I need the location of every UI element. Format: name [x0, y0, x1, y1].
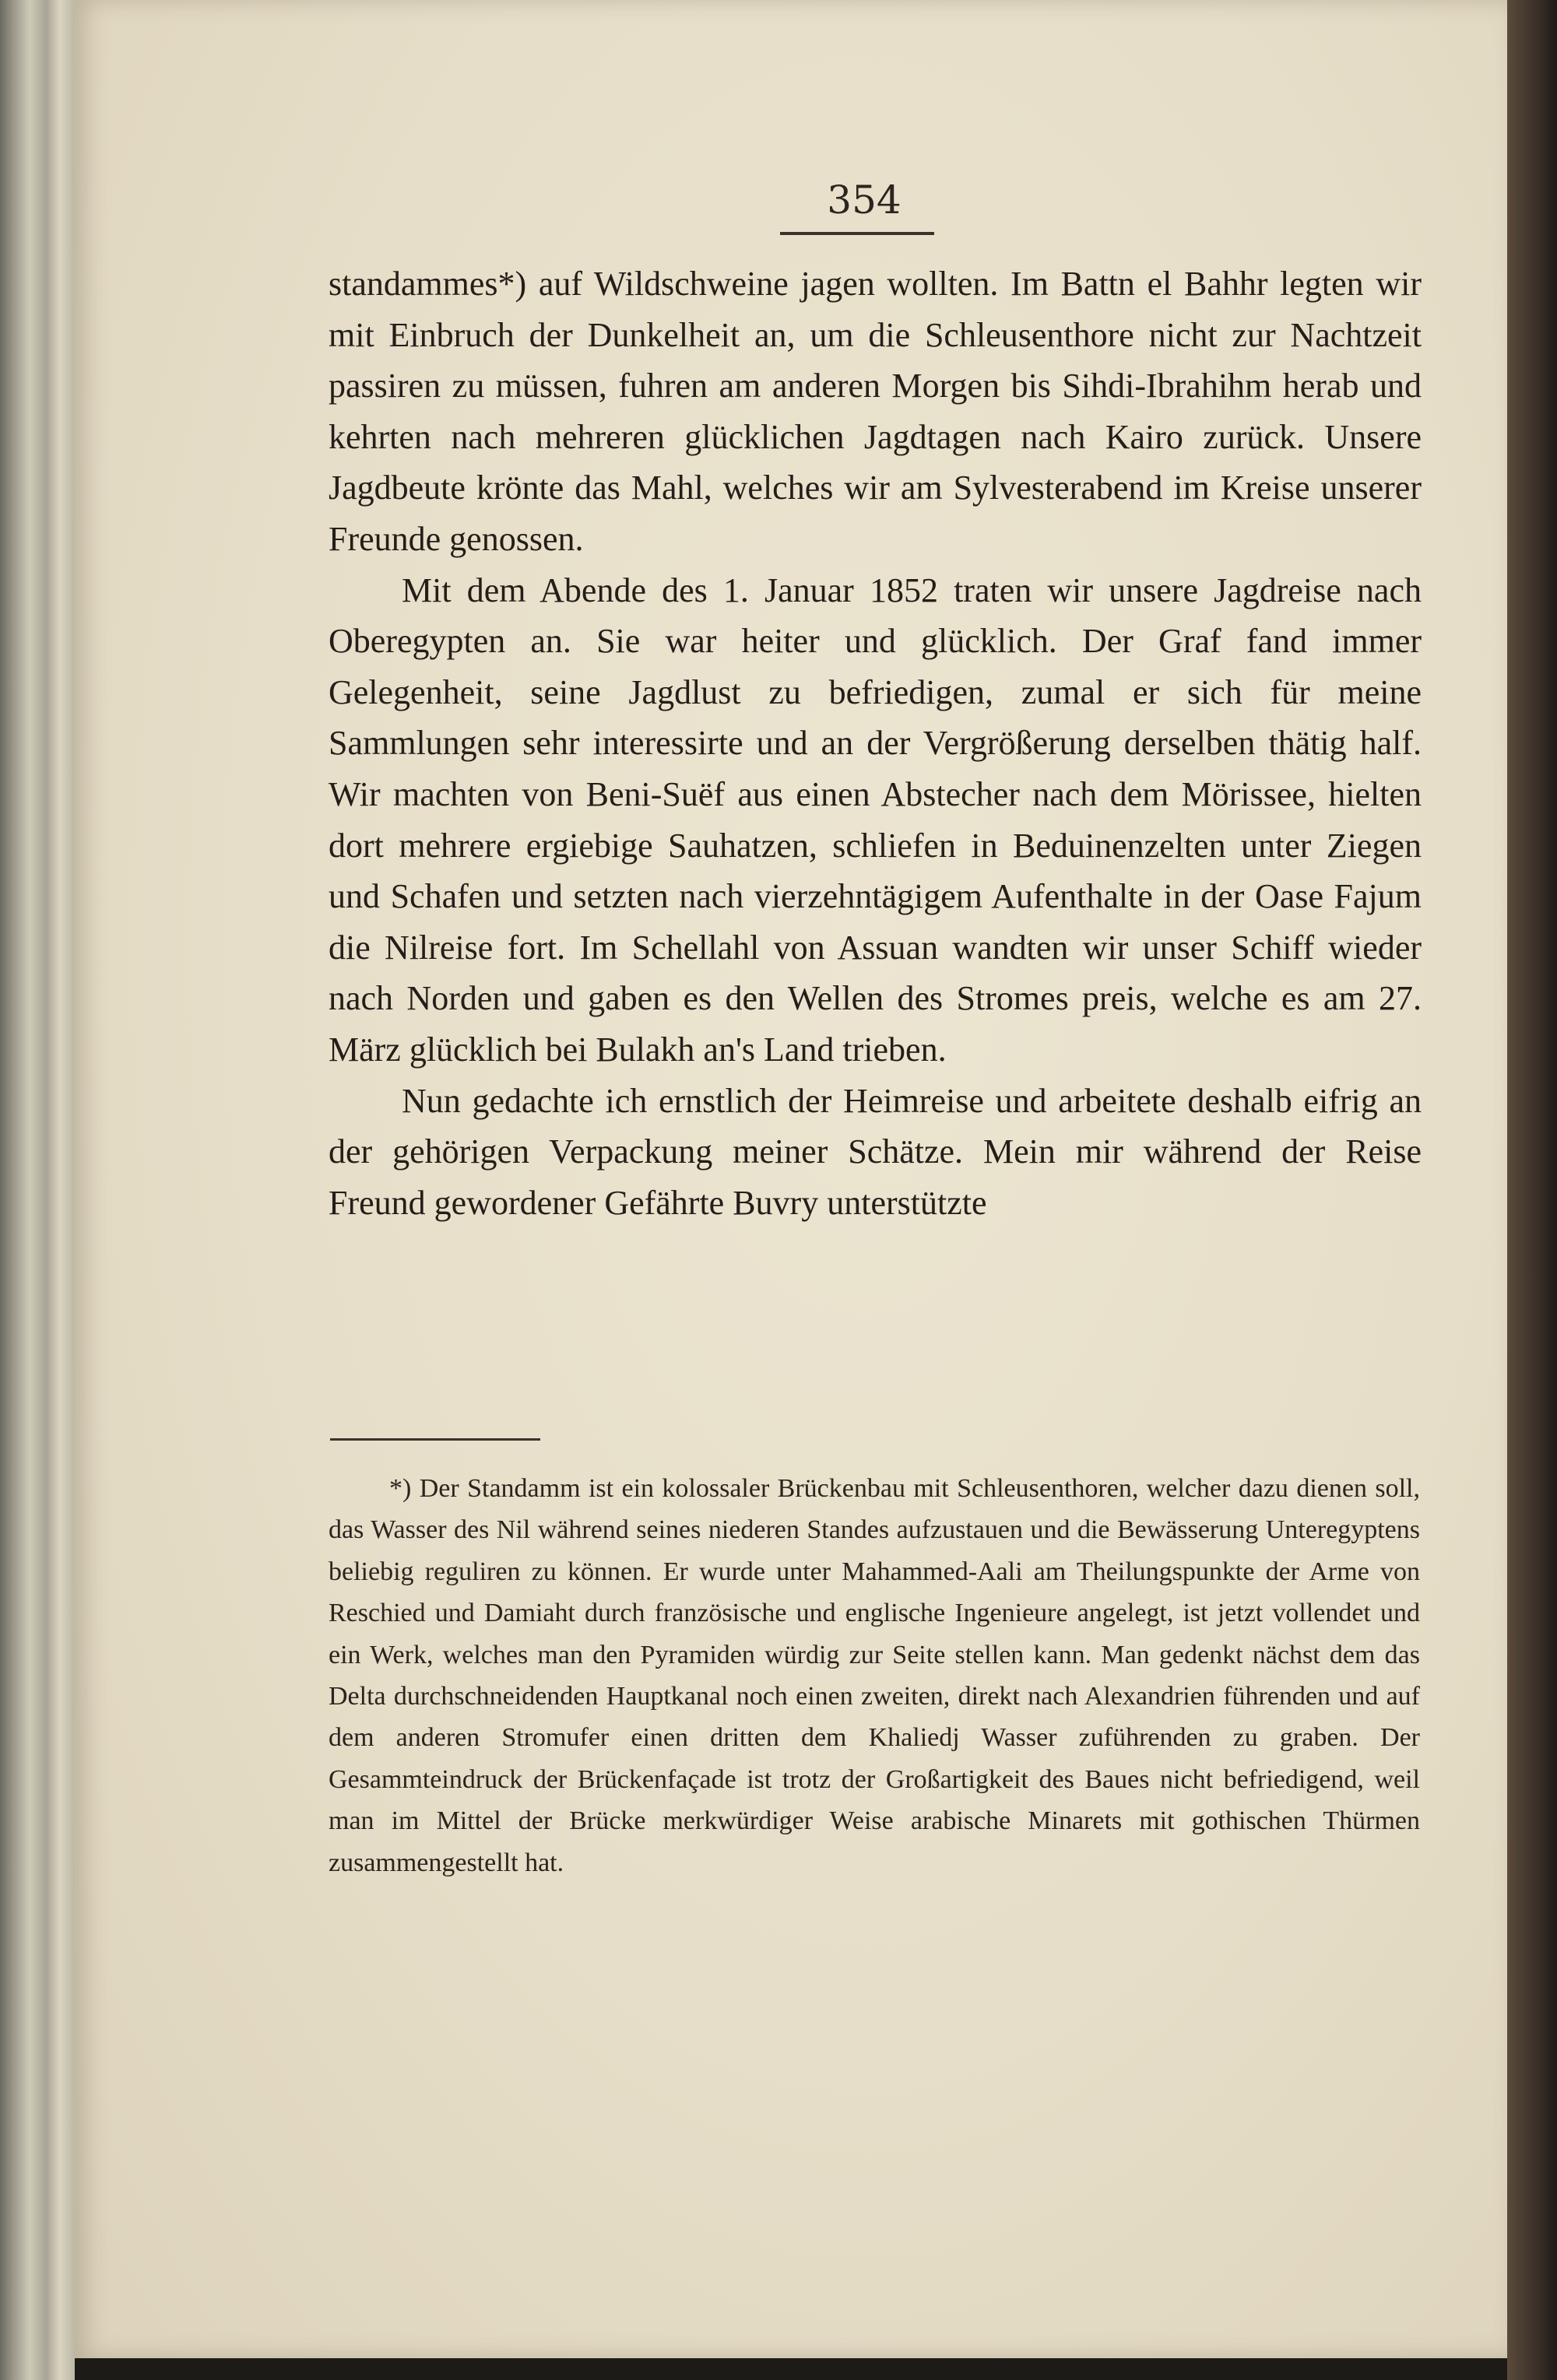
- paragraph-1: standammes*) auf Wildschweine jagen wollten. Im Battn el Bahhr legten wir mit Einbruch der Dunkelheit an, um die Schleusenthore nicht zur Nachtzeit passiren zu müssen, fuhren am anderen Morgen bis Sihdi-Ibrahihm herab und kehrten nach mehreren glücklichen Jagdtagen nach Kairo zurück. Unsere Jagdbeute krönte das Mahl, welches wir am Sylvesterabend im Kreise unserer Freunde genossen.: [329, 265, 1422, 558]
- book-cover-edge: [1507, 0, 1557, 2380]
- page-number-rule: [780, 232, 934, 235]
- main-text: [329, 258, 1422, 1228]
- footnote: [329, 1468, 1420, 1883]
- footnote-rule: [330, 1438, 540, 1441]
- paragraph-3: Nun gedachte ich ernstlich der Heimreise und arbeitete deshalb eifrig an der gehörigen Verpackung meiner Schätze. Mein mir während der Reise Freund gewordener Gefährte Buvry unterstützte: [329, 1081, 1422, 1222]
- footnote-text: *) Der Standamm ist ein kolossaler Brückenbau mit Schleusenthoren, welcher dazu dienen soll, das Wasser des Nil während seines niederen Standes aufzustauen und die Bewässerung Unteregyptens beliebig reguliren zu können. Er wurde unter Mahammed-Aali am Theilungspunkte der Arme von Reschied und Damiaht durch französische und englische Ingenieure angelegt, ist jetzt vollendet und ein Werk, welches man den Pyramiden würdig zur Seite stellen kann. Man gedenkt nächst dem das Delta durchschneidenden Hauptkanal noch einen zweiten, direkt nach Alexandrien führenden und auf dem anderen Stromufer einen dritten dem Khaliedj Wasser zuführenden zu graben. Der Gesammteindruck der Brückenfaçade ist trotz der Großartigkeit des Baues nicht befriedigend, weil man im Mittel der Brücke merkwürdiger Weise arabische Minarets mit gothischen Thürmen zusammengestellt hat.: [329, 1474, 1420, 1877]
- scan-bottom-border: [75, 2358, 1507, 2380]
- page-number: 354: [827, 177, 902, 223]
- book-page-stack-edge: [0, 0, 75, 2380]
- paragraph-2: Mit dem Abende des 1. Januar 1852 traten wir unsere Jagdreise nach Oberegypten an. Sie war heiter und glücklich. Der Graf fand immer Gelegenheit, seine Jagdlust zu befriedigen, zumal er sich für meine Sammlungen sehr interessirte und an der Vergrößerung derselben thätig half. Wir machten von Beni-Suëf aus einen Abstecher nach dem Mörissee, hielten dort mehrere ergiebige Sauhatzen, schliefen in Beduinenzelten unter Ziegen und Schafen und setzten nach vierzehntägigem Aufenthalte in der Oase Fajum die Nilreise fort. Im Schellahl von Assuan wandten wir unser Schiff wieder nach Norden und gaben es den Wellen des Stromes preis, welche es am 27. März glücklich bei Bulakh an's Land trieben.: [329, 570, 1422, 1069]
